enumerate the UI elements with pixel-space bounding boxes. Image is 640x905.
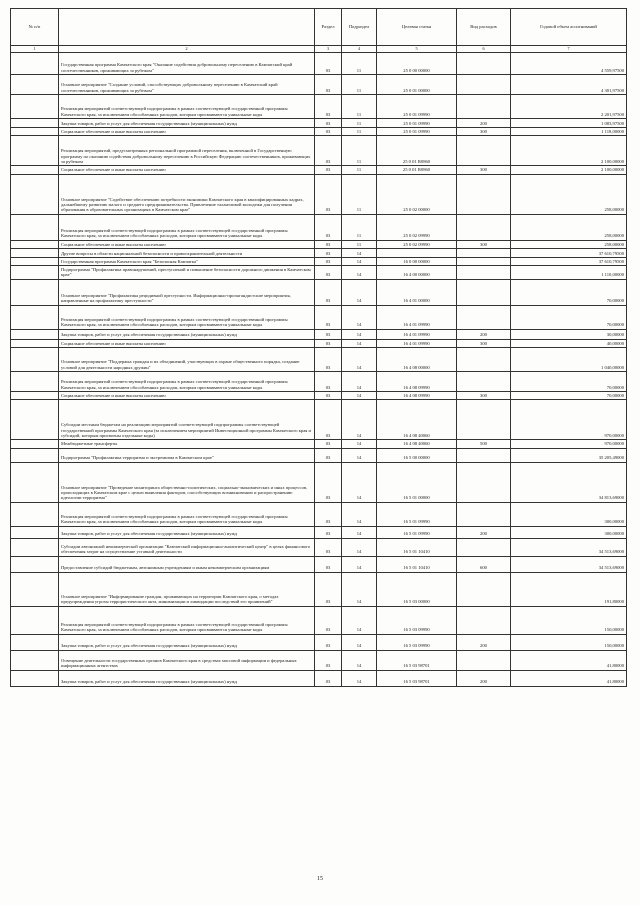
row-amount: 970,00000 [511,440,627,448]
row-article: 25 0 01 09990 [377,95,457,119]
row-number [11,174,59,214]
header-name [59,9,315,46]
row-article: 16 4 08 40060 [377,440,457,448]
row-expense-type [457,214,511,240]
header-amount: Годовой объем ассигнований [511,9,627,46]
row-article: 25 0 00 00000 [377,53,457,75]
row-amount: 258,00000 [511,240,627,248]
row-subsection: 14 [342,634,377,650]
row-name: Реализация мероприятий соответствующей подпрограммы в рамках соответствующей государственной программы Камчатского края, за исключением обособленных расходов, которым присваиваются уникальные коды [59,606,315,634]
row-name: Государственная программа Камчатского края "Безопасная Камчатка" [59,257,315,265]
row-number [11,391,59,399]
row-amount: 4 559,97500 [511,53,627,75]
column-index-row [11,46,627,53]
row-number [11,128,59,136]
row-amount: 191,80000 [511,572,627,606]
row-name: Закупка товаров, работ и услуг для обеспечения государственных (муниципальных) нужд [59,119,315,128]
row-article: 16 4 01 09990 [377,329,457,339]
row-subsection: 14 [342,440,377,448]
row-subsection: 11 [342,95,377,119]
row-expense-type [457,538,511,556]
row-name: Социальное обеспечение и иные выплаты населению [59,339,315,347]
row-amount: 1 110,00000 [511,266,627,280]
table-row [11,166,627,174]
table-row [11,136,627,166]
table-row [11,634,627,650]
row-section: 03 [315,670,342,686]
row-subsection: 14 [342,650,377,670]
table-row [11,214,627,240]
row-section: 03 [315,606,342,634]
row-number [11,347,59,371]
row-section: 03 [315,214,342,240]
table-row [11,371,627,391]
row-article: 16 5 01 10410 [377,556,457,572]
row-name: Социальное обеспечение и иные выплаты населению [59,128,315,136]
row-name: Основное мероприятие "Создание условий, способствующих добровольному переселению в Камчатский край соотечественников, проживающих за рубежом" [59,75,315,95]
row-expense-type [457,650,511,670]
row-number [11,53,59,75]
row-amount: 30,00000 [511,329,627,339]
row-section: 03 [315,119,342,128]
table-row [11,75,627,95]
row-subsection: 14 [342,371,377,391]
row-amount: 150,00000 [511,606,627,634]
row-number [11,371,59,391]
row-number [11,670,59,686]
header-expense-type: Вид расходов [457,9,511,46]
row-expense-type: 300 [457,391,511,399]
row-number [11,502,59,526]
row-number [11,556,59,572]
row-amount: 970,00000 [511,400,627,440]
row-expense-type [457,174,511,214]
row-name: Закупка товаров, работ и услуг для обеспечения государственных (муниципальных) нужд [59,634,315,650]
column-index: 1 [11,46,59,53]
row-name: Социальное обеспечение и иные выплаты населению [59,391,315,399]
row-expense-type [457,371,511,391]
row-section: 03 [315,166,342,174]
row-section: 03 [315,279,342,305]
row-section: 03 [315,257,342,265]
header-subsection: Подраздел [342,9,377,46]
header-article: Целевая статья [377,9,457,46]
row-article: 16 5 01 09990 [377,526,457,538]
row-subsection: 11 [342,174,377,214]
row-section: 03 [315,136,342,166]
row-subsection: 14 [342,526,377,538]
row-section: 03 [315,538,342,556]
row-amount: 1 118,00000 [511,128,627,136]
row-number [11,75,59,95]
row-amount: 35 205,49000 [511,448,627,462]
table-row [11,128,627,136]
row-subsection: 11 [342,75,377,95]
header-section: Раздел [315,9,342,46]
row-section: 03 [315,339,342,347]
row-subsection: 11 [342,128,377,136]
row-expense-type [457,572,511,606]
row-amount: 1 040,00000 [511,347,627,371]
row-article: 16 5 01 10410 [377,538,457,556]
row-article: 16 5 03 09990 [377,606,457,634]
row-article: 16 0 00 00000 [377,257,457,265]
row-name: Подпрограмма "Профилактика терроризма и экстремизма в Камчатском крае" [59,448,315,462]
row-subsection: 11 [342,53,377,75]
row-number [11,448,59,462]
row-name: Субсидии местным бюджетам на реализацию мероприятий соответствующей подпрограммы соответствующей государственной программы Камчатского края (за исключением мероприятий Инвестиционной программы Камчатского края и субсидий, которым присвоены отдельные коды) [59,400,315,440]
row-amount: 34 813,69000 [511,462,627,502]
table-row [11,572,627,606]
row-expense-type [457,462,511,502]
row-subsection: 11 [342,136,377,166]
row-section: 03 [315,248,342,257]
table-row [11,95,627,119]
row-name: Закупка товаров, работ и услуг для обеспечения государственных (муниципальных) нужд [59,526,315,538]
row-section: 03 [315,391,342,399]
row-article: 16 4 01 09990 [377,339,457,347]
row-expense-type [457,448,511,462]
row-number [11,538,59,556]
row-number [11,136,59,166]
column-index: 5 [377,46,457,53]
table-row [11,556,627,572]
row-article: 25 0 02 00000 [377,174,457,214]
row-article: 16 4 00 00000 [377,266,457,280]
row-article: 25 0 01 00000 [377,75,457,95]
table-row [11,266,627,280]
row-number [11,606,59,634]
row-name: Другие вопросы в области национальной безопасности и правоохранительной деятельности [59,248,315,257]
row-name: Освещение деятельности государственных органов Камчатского края в средствах массовой информации и федеральных информационных агентствах [59,650,315,670]
row-amount: 37 610,79500 [511,257,627,265]
row-subsection: 14 [342,538,377,556]
row-article: 25 0 01 09990 [377,128,457,136]
row-number [11,266,59,280]
row-number [11,95,59,119]
header-num: № п/п [11,9,59,46]
row-number [11,462,59,502]
row-amount: 300,00000 [511,502,627,526]
table-row [11,119,627,128]
row-amount: 34 513,69000 [511,556,627,572]
row-article: 16 4 01 00000 [377,279,457,305]
row-section: 03 [315,240,342,248]
row-name: Реализация мероприятий соответствующей подпрограммы в рамках соответствующей государственной программы Камчатского края, за исключением обособленных расходов, которым присваиваются уникальные коды [59,214,315,240]
row-amount: 300,00000 [511,526,627,538]
column-index: 2 [59,46,315,53]
row-amount: 70,00000 [511,279,627,305]
row-subsection: 14 [342,556,377,572]
row-subsection: 11 [342,119,377,128]
row-expense-type: 200 [457,526,511,538]
table-row [11,440,627,448]
column-index: 7 [511,46,627,53]
row-name: Субсидии автономной некоммерческой организации "Камчатский информационно-аналитический центр" в целях финансового обеспечения затрат на осуществление уставной деятельности [59,538,315,556]
row-article: 25 0 01 R0860 [377,166,457,174]
row-name: Основное мероприятие "Поддержка граждан и их объединений, участвующих в охране общественного порядка, создание условий для деятельности народных дружин" [59,347,315,371]
table-row [11,502,627,526]
page-number: 15 [317,876,323,882]
row-amount: 34 513,69000 [511,538,627,556]
row-expense-type [457,305,511,329]
row-subsection: 11 [342,240,377,248]
row-amount: 70,00000 [511,305,627,329]
row-article: 16 5 01 00000 [377,462,457,502]
table-row [11,339,627,347]
row-name: Социальное обеспечение и иные выплаты населению [59,166,315,174]
table-row [11,650,627,670]
row-amount: 41,80000 [511,650,627,670]
row-number [11,329,59,339]
row-number [11,339,59,347]
row-expense-type [457,136,511,166]
row-name: Реализация мероприятий, предусмотренных региональной программой переселения, включенной в Государственную программу по оказанию содействия добровольному переселению в Российскую Федерацию соотечественников, проживающих за рубежом [59,136,315,166]
table-row [11,538,627,556]
row-expense-type: 600 [457,556,511,572]
row-subsection: 14 [342,266,377,280]
row-subsection: 14 [342,572,377,606]
table-row [11,347,627,371]
row-expense-type [457,400,511,440]
row-section: 03 [315,329,342,339]
row-expense-type [457,279,511,305]
row-number [11,119,59,128]
row-name: Подпрограмма "Профилактика правонарушений, преступлений и повышение безопасности дорожного движения в Камчатском крае" [59,266,315,280]
row-article: 25 0 02 09990 [377,214,457,240]
row-section: 03 [315,462,342,502]
row-name: Межбюджетные трансферты [59,440,315,448]
row-article [377,248,457,257]
row-expense-type: 300 [457,339,511,347]
row-amount: 70,00000 [511,391,627,399]
row-subsection: 14 [342,391,377,399]
row-article: 16 5 03 98701 [377,670,457,686]
row-name: Основное мероприятие "Информирование граждан, проживающих на территории Камчатского края, о методах предупреждения угрозы террористического акта, минимизации и ликвидации последствий его проявлений" [59,572,315,606]
row-expense-type [457,606,511,634]
row-name: Реализация мероприятий соответствующей подпрограммы в рамках соответствующей государственной программы Камчатского края, за исключением обособленных расходов, которым присваиваются уникальные коды [59,371,315,391]
row-section: 03 [315,634,342,650]
row-section: 03 [315,305,342,329]
row-article: 16 5 01 09990 [377,502,457,526]
row-number [11,634,59,650]
row-article: 16 4 08 00000 [377,347,457,371]
row-section: 03 [315,556,342,572]
table-body [11,53,627,687]
row-name: Основное мероприятие "Проведение мониторинга общественно-политических, социально-экономических и иных процессов, происходящих в Камчатском крае с целью выявления факторов, способствующих возникновению и распространению идеологии терроризма" [59,462,315,502]
row-subsection: 14 [342,279,377,305]
table-row [11,400,627,440]
table-row [11,53,627,75]
row-amount: 2 201,97500 [511,95,627,119]
row-name: Государственная программа Камчатского края "Оказание содействия добровольному переселению в Камчатский край соотечественников, проживающих за рубежом" [59,53,315,75]
row-article: 16 4 08 40060 [377,400,457,440]
row-article: 16 4 01 09990 [377,305,457,329]
row-amount: 1 083,97500 [511,119,627,128]
row-section: 03 [315,572,342,606]
row-number [11,240,59,248]
row-section: 03 [315,128,342,136]
row-subsection: 14 [342,606,377,634]
row-number [11,650,59,670]
row-subsection: 14 [342,329,377,339]
table-row [11,462,627,502]
row-section: 03 [315,526,342,538]
table-row [11,448,627,462]
row-article: 16 5 03 09990 [377,634,457,650]
row-expense-type [457,347,511,371]
row-subsection: 11 [342,214,377,240]
row-name: Основное мероприятие "Профилактика рецидивной преступности. Информационно-пропагандистские мероприятия, направленные на профилактику преступности" [59,279,315,305]
row-amount: 258,00000 [511,174,627,214]
row-expense-type: 200 [457,119,511,128]
row-name: Реализация мероприятий соответствующей подпрограммы в рамках соответствующей государственной программы Камчатского края, за исключением обособленных расходов, которым присваиваются уникальные коды [59,95,315,119]
table-row [11,240,627,248]
row-name: Основное мероприятие "Содействие обеспечению потребности экономики Камчатского края в квалифицированных кадрах, дальнейшему развитию малого и среднего предпринимательства. Привлечение талантливой молодежи для получения образования в образовательных организациях в Камчатском крае" [59,174,315,214]
budget-table [10,8,627,687]
row-section: 03 [315,75,342,95]
row-expense-type: 200 [457,670,511,686]
row-subsection: 14 [342,339,377,347]
row-amount: 70,00000 [511,371,627,391]
row-amount: 40,00000 [511,339,627,347]
row-article: 25 0 02 09990 [377,240,457,248]
row-section: 03 [315,448,342,462]
row-article: 25 0 01 09990 [377,119,457,128]
table-row [11,174,627,214]
row-article: 16 4 08 09990 [377,391,457,399]
row-subsection: 14 [342,462,377,502]
row-name: Закупка товаров, работ и услуг для обеспечения государственных (муниципальных) нужд [59,329,315,339]
table-row [11,257,627,265]
row-name: Реализация мероприятий соответствующей подпрограммы в рамках соответствующей государственной программы Камчатского края, за исключением обособленных расходов, которым присваиваются уникальные коды [59,305,315,329]
row-subsection: 14 [342,400,377,440]
row-subsection: 14 [342,448,377,462]
table-row [11,391,627,399]
row-subsection: 11 [342,166,377,174]
table-row [11,670,627,686]
row-article: 25 0 01 R0860 [377,136,457,166]
row-article: 16 5 00 00000 [377,448,457,462]
row-section: 03 [315,95,342,119]
table-row [11,526,627,538]
row-amount: 150,00000 [511,634,627,650]
row-amount: 2 100,00000 [511,166,627,174]
row-expense-type [457,248,511,257]
row-subsection: 14 [342,248,377,257]
row-expense-type: 300 [457,128,511,136]
column-index: 3 [315,46,342,53]
row-expense-type: 500 [457,440,511,448]
row-section: 03 [315,440,342,448]
row-amount: 2 100,00000 [511,136,627,166]
row-expense-type [457,95,511,119]
row-section: 03 [315,347,342,371]
row-expense-type [457,266,511,280]
row-subsection: 14 [342,257,377,265]
row-number [11,305,59,329]
row-section: 03 [315,174,342,214]
row-number [11,400,59,440]
row-section: 03 [315,400,342,440]
row-number [11,572,59,606]
row-subsection: 14 [342,305,377,329]
row-section: 03 [315,266,342,280]
row-expense-type: 200 [457,634,511,650]
table-header-row [11,9,627,46]
row-expense-type: 200 [457,329,511,339]
row-amount: 4 301,97500 [511,75,627,95]
row-name: Предоставление субсидий бюджетным, автономным учреждениям и иным некоммерческим организациям [59,556,315,572]
table-row [11,279,627,305]
row-number [11,257,59,265]
row-subsection: 14 [342,347,377,371]
row-number [11,526,59,538]
row-number [11,214,59,240]
row-number [11,279,59,305]
row-number [11,248,59,257]
row-expense-type: 300 [457,166,511,174]
row-expense-type: 300 [457,240,511,248]
row-article: 16 4 08 09990 [377,371,457,391]
table-row [11,329,627,339]
row-amount: 258,00000 [511,214,627,240]
row-name: Закупка товаров, работ и услуг для обеспечения государственных (муниципальных) нужд [59,670,315,686]
table-row [11,305,627,329]
row-number [11,440,59,448]
row-name: Реализация мероприятий соответствующей подпрограммы в рамках соответствующей государственной программы Камчатского края, за исключением обособленных расходов, которым присваиваются уникальные коды [59,502,315,526]
row-amount: 41,80000 [511,670,627,686]
row-section: 03 [315,650,342,670]
row-expense-type [457,502,511,526]
table-row [11,248,627,257]
row-section: 03 [315,371,342,391]
row-name: Социальное обеспечение и иные выплаты населению [59,240,315,248]
row-section: 03 [315,53,342,75]
column-index: 6 [457,46,511,53]
table-row [11,606,627,634]
row-subsection: 14 [342,670,377,686]
row-expense-type [457,75,511,95]
row-article: 16 5 03 98701 [377,650,457,670]
row-article: 16 5 03 00000 [377,572,457,606]
row-expense-type [457,53,511,75]
column-index: 4 [342,46,377,53]
row-section: 03 [315,502,342,526]
row-expense-type [457,257,511,265]
row-amount: 37 610,79500 [511,248,627,257]
row-subsection: 14 [342,502,377,526]
row-number [11,166,59,174]
